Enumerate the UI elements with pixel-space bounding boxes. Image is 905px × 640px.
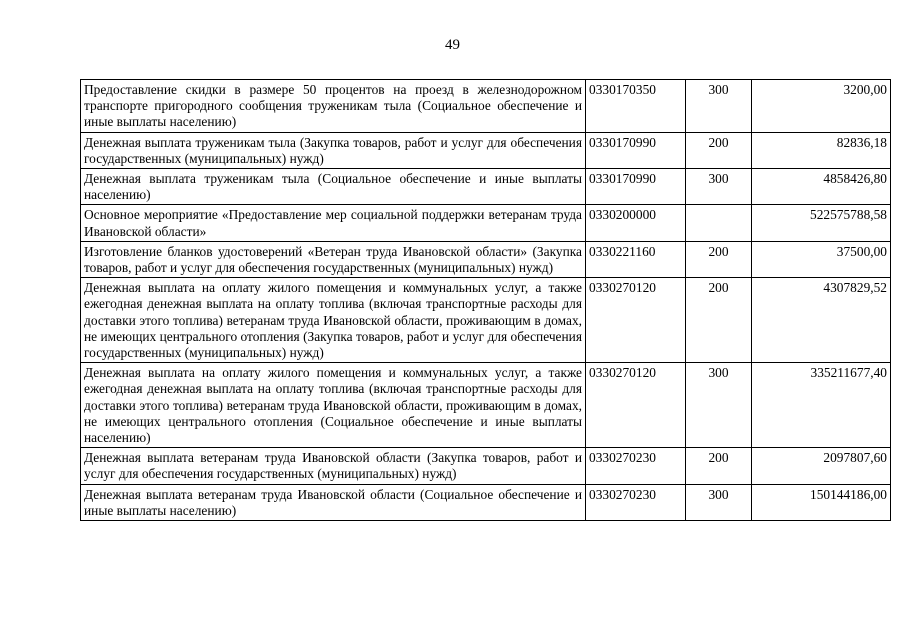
- expense-type-cell: 200: [686, 132, 752, 168]
- amount-cell: 4307829,52: [752, 278, 891, 363]
- expense-type-cell: 200: [686, 448, 752, 484]
- amount-cell: 37500,00: [752, 241, 891, 277]
- expense-name-cell: Денежная выплата труженикам тыла (Закупка товаров, работ и услуг для обеспечения государственных (муниципальных) нужд): [81, 132, 586, 168]
- expense-name-cell: Денежная выплата на оплату жилого помещения и коммунальных услуг, а также ежегодная денежная выплата на оплату топлива (включая транспортные расходы для доставки этого топлива) ветеранам труда Ивановской области, проживающим в домах, не имеющих центрального отопления (Закупка товаров, работ и услуг для обеспечения государственных (муниципальных) нужд): [81, 278, 586, 363]
- page-number: 49: [445, 37, 460, 53]
- expense-name-cell: Изготовление бланков удостоверений «Ветеран труда Ивановской области» (Закупка товаров, работ и услуг для обеспечения государственных (муниципальных) нужд): [81, 241, 586, 277]
- table-row: [81, 80, 891, 133]
- expense-type-cell: 200: [686, 241, 752, 277]
- amount-cell: 82836,18: [752, 132, 891, 168]
- expense-name-cell: Основное мероприятие «Предоставление мер социальной поддержки ветеранам труда Ивановской области»: [81, 205, 586, 241]
- budget-table: [80, 79, 891, 521]
- target-code-cell: 0330170350: [586, 80, 686, 133]
- amount-cell: 150144186,00: [752, 484, 891, 520]
- target-code-cell: 0330270230: [586, 484, 686, 520]
- expense-name-cell: Денежная выплата на оплату жилого помещения и коммунальных услуг, а также ежегодная денежная выплата на оплату топлива (включая транспортные расходы для доставки этого топлива) ветеранам труда Ивановской области, проживающим в домах, не имеющих центрального отопления (Социальное обеспечение и иные выплаты населению): [81, 363, 586, 448]
- target-code-cell: 0330270120: [586, 363, 686, 448]
- expense-name-cell: Денежная выплата ветеранам труда Ивановской области (Закупка товаров, работ и услуг для обеспечения государственных (муниципальных) нужд): [81, 448, 586, 484]
- target-code-cell: 0330270230: [586, 448, 686, 484]
- table-row: [81, 278, 891, 363]
- amount-cell: 4858426,80: [752, 169, 891, 205]
- table-row: [81, 205, 891, 241]
- target-code-cell: 0330270120: [586, 278, 686, 363]
- expense-type-cell: 300: [686, 169, 752, 205]
- table-row: [81, 363, 891, 448]
- expense-name-cell: Денежная выплата труженикам тыла (Социальное обеспечение и иные выплаты населению): [81, 169, 586, 205]
- expense-name-cell: Денежная выплата ветеранам труда Ивановской области (Социальное обеспечение и иные выплаты населению): [81, 484, 586, 520]
- table-row: [81, 132, 891, 168]
- expense-type-cell: 300: [686, 363, 752, 448]
- expense-name-cell: Предоставление скидки в размере 50 процентов на проезд в железнодорожном транспорте пригородного сообщения труженикам тыла (Социальное обеспечение и иные выплаты населению): [81, 80, 586, 133]
- target-code-cell: 0330170990: [586, 132, 686, 168]
- target-code-cell: 0330170990: [586, 169, 686, 205]
- amount-cell: 2097807,60: [752, 448, 891, 484]
- table-row: [81, 484, 891, 520]
- table-row: [81, 241, 891, 277]
- expense-type-cell: 200: [686, 278, 752, 363]
- expense-type-cell: [686, 205, 752, 241]
- table-row: [81, 448, 891, 484]
- expense-type-cell: 300: [686, 80, 752, 133]
- target-code-cell: 0330221160: [586, 241, 686, 277]
- amount-cell: 335211677,40: [752, 363, 891, 448]
- table-row: [81, 169, 891, 205]
- amount-cell: 3200,00: [752, 80, 891, 133]
- target-code-cell: 0330200000: [586, 205, 686, 241]
- amount-cell: 522575788,58: [752, 205, 891, 241]
- expense-type-cell: 300: [686, 484, 752, 520]
